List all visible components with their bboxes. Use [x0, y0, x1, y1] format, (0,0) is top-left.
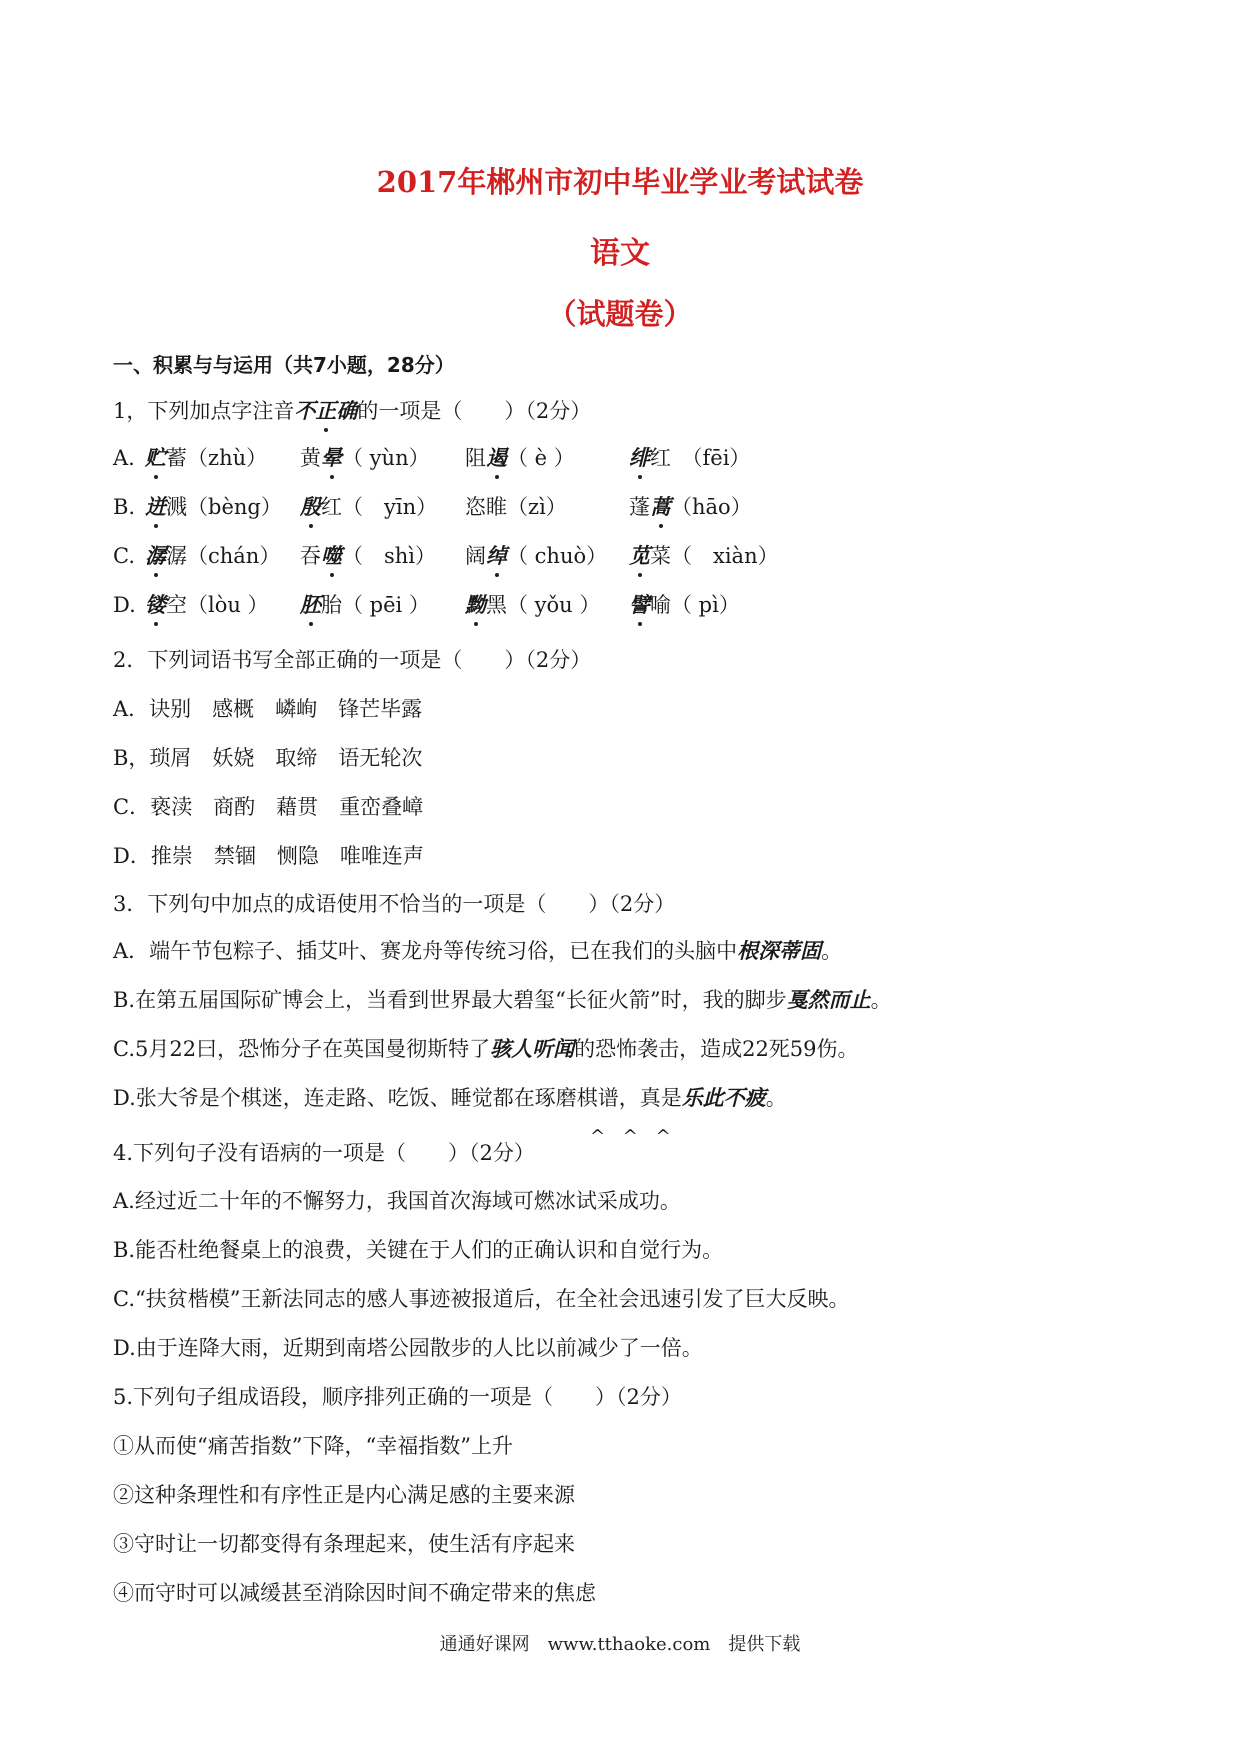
q1-option-label: B. — [113, 495, 136, 519]
q1-item — [145, 590, 269, 620]
q1-item-rest: （hāo） — [671, 495, 752, 519]
q3-option-end: 。 — [870, 988, 892, 1012]
q3-option-text: B.在第五届国际矿博会上，当看到世界最大碧玺“长征火箭”时，我的脚步 — [113, 988, 787, 1012]
q1-dot-char: 胚 — [300, 590, 321, 620]
q1-option-label: A. — [113, 446, 135, 470]
q1-item — [145, 541, 280, 571]
q1-item-rest: （ è ） — [507, 446, 575, 470]
paper-type-title: （试题卷） — [547, 297, 693, 331]
q3-option-end: 的恐怖袭击，造成22死59伤。 — [574, 1037, 859, 1061]
q1-item-rest: （ yùn） — [342, 446, 430, 470]
q3-option-end: 。 — [821, 939, 843, 963]
q1-dot-char: 潺 — [145, 541, 166, 571]
q3-idiom: 戛然而止 — [786, 987, 871, 1012]
question-5-stem: 5.下列句子组成语段，顺序排列正确的一项是（ ）（2分） — [113, 1385, 682, 1409]
q1-dot-char: 绰 — [486, 541, 507, 571]
q1-item — [300, 443, 430, 473]
q1-item-rest: 蓄（zhù） — [166, 446, 268, 470]
caret-marks: ^ ^ ^ — [590, 1126, 677, 1147]
q1-stem-emphasis: 不正确 — [294, 396, 357, 426]
q3-option-c — [113, 1034, 859, 1064]
q1-item-rest: 红 （fēi） — [650, 446, 751, 470]
question-4-stem: 4.下列句子没有语病的一项是（ ）（2分） — [113, 1141, 535, 1165]
q5-sentence-4: ④而守时可以减缓甚至消除因时间不确定带来的焦虑 — [113, 1581, 596, 1605]
q2-option-c: C．亵渎 商酌 藉贯 重峦叠嶂 — [113, 795, 424, 819]
q4-option-d: D.由于连降大雨，近期到南塔公园散步的人比以前减少了一倍。 — [113, 1336, 703, 1360]
q1-item — [300, 492, 437, 522]
q1-item-pre: 吞 — [300, 544, 321, 568]
q1-dot-char: 譬 — [629, 590, 650, 620]
q1-dot-char: 镂 — [145, 590, 166, 620]
q3-idiom: 根深蒂固 — [737, 938, 822, 963]
q1-item-rest: （ chuò） — [507, 544, 608, 568]
q1-item-rest: 空（lòu ） — [166, 593, 269, 617]
q3-option-b — [113, 985, 892, 1015]
q1-option-row-c — [113, 541, 1013, 571]
q1-item — [145, 443, 267, 473]
q3-option-a — [113, 936, 842, 966]
q1-item — [300, 541, 436, 571]
q1-item-pre: 恣睢（zì） — [465, 495, 567, 519]
q1-item-rest: 黑（ yǒu ） — [486, 593, 601, 617]
q1-dot-char: 噬 — [321, 541, 342, 571]
q1-dot-char: 黝 — [465, 590, 486, 620]
q1-dot-char: 迸 — [145, 492, 166, 522]
q1-item-rest: 潺（chán） — [166, 544, 281, 568]
q1-item — [465, 492, 567, 522]
page-footer: 通通好课网 www.tthaoke.com 提供下载 — [439, 1634, 801, 1655]
q5-sentence-3: ③守时让一切都变得有条理起来，使生活有序起来 — [113, 1532, 575, 1556]
q2-option-d: D．推崇 禁锢 恻隐 唯唯连声 — [113, 844, 424, 868]
q1-option-row-b — [113, 492, 1013, 522]
q3-option-text: D.张大爷是个棋迷，连走路、吃饭、睡觉都在琢磨棋谱，真是 — [113, 1086, 682, 1110]
q1-option-row-d — [113, 590, 1013, 620]
q1-item — [300, 590, 430, 620]
question-3-stem: 3．下列句中加点的成语使用不恰当的一项是（ ）（2分） — [113, 892, 676, 916]
q1-option-label: C. — [113, 544, 135, 568]
q1-dot-char: 蒿 — [650, 492, 671, 522]
q1-dot-char: 绯 — [629, 443, 650, 473]
q1-option-row-a — [113, 443, 1013, 473]
q1-item-rest: 红（ yīn） — [321, 495, 438, 519]
q1-item-rest: 喻（ pì） — [650, 593, 740, 617]
q1-dot-char: 贮 — [145, 443, 166, 473]
q1-stem-post: 的一项是（ ）（2分） — [357, 399, 592, 423]
q1-item — [629, 541, 779, 571]
q1-item — [465, 541, 607, 571]
q1-item — [629, 590, 740, 620]
q4-option-a: A.经过近二十年的不懈努力，我国首次海域可燃冰试采成功。 — [113, 1189, 681, 1213]
q1-item-pre: 阻 — [465, 446, 486, 470]
q5-sentence-2: ②这种条理性和有序性正是内心满足感的主要来源 — [113, 1483, 575, 1507]
q3-idiom: 骇人听闻 — [490, 1036, 575, 1061]
q1-dot-char: 殷 — [300, 492, 321, 522]
q3-option-text: A．端午节包粽子、插艾叶、赛龙舟等传统习俗，已在我们的头脑中 — [113, 939, 738, 963]
q1-item-pre: 蓬 — [629, 495, 650, 519]
q1-item — [629, 492, 752, 522]
q1-dot-char: 遏 — [486, 443, 507, 473]
subject-title: 语文 — [590, 236, 650, 271]
q1-dot-char: 苋 — [629, 541, 650, 571]
q3-option-end: 。 — [765, 1086, 787, 1110]
q3-option-d — [113, 1083, 787, 1113]
q1-item-rest: （ shì） — [342, 544, 437, 568]
q1-item-pre: 黄 — [300, 446, 321, 470]
q4-option-c: C.“扶贫楷模”王新法同志的感人事迹被报道后，在全社会迅速引发了巨大反映。 — [113, 1287, 850, 1311]
q3-idiom: 乐此不疲 — [681, 1085, 766, 1110]
q1-item — [465, 443, 575, 473]
q3-option-text: C.5月22曰，恐怖分子在英国曼彻斯特了 — [113, 1037, 491, 1061]
question-1-stem — [113, 396, 591, 426]
q5-sentence-1: ①从而使“痛苦指数”下降，“幸福指数”上升 — [113, 1434, 513, 1458]
section-heading: 一、积累与与运用（共7小题，28分） — [113, 353, 455, 377]
q2-option-a: A．诀别 感概 嶙峋 锋芒毕露 — [113, 697, 423, 721]
q1-item-rest: 溅（bèng） — [166, 495, 282, 519]
q1-dot-char: 晕 — [321, 443, 342, 473]
q1-item-rest: 胎（ pēi ） — [321, 593, 430, 617]
q1-item-rest: 菜（ xiàn） — [650, 544, 779, 568]
q1-item-pre: 阔 — [465, 544, 486, 568]
q1-item — [629, 443, 750, 473]
q1-item — [145, 492, 282, 522]
q1-item — [465, 590, 600, 620]
q1-stem-pre: 1，下列加点字注音 — [113, 399, 295, 423]
question-2-stem: 2．下列词语书写全部正确的一项是（ ）（2分） — [113, 648, 592, 672]
exam-title: 2017年郴州市初中毕业学业考试试卷 — [376, 165, 864, 199]
q1-option-label: D. — [113, 593, 136, 617]
q4-option-b: B.能否杜绝餐桌上的浪费，关键在于人们的正确认识和自觉行为。 — [113, 1238, 724, 1262]
q2-option-b: B，琐屑 妖娆 取缔 语无轮次 — [113, 746, 423, 770]
